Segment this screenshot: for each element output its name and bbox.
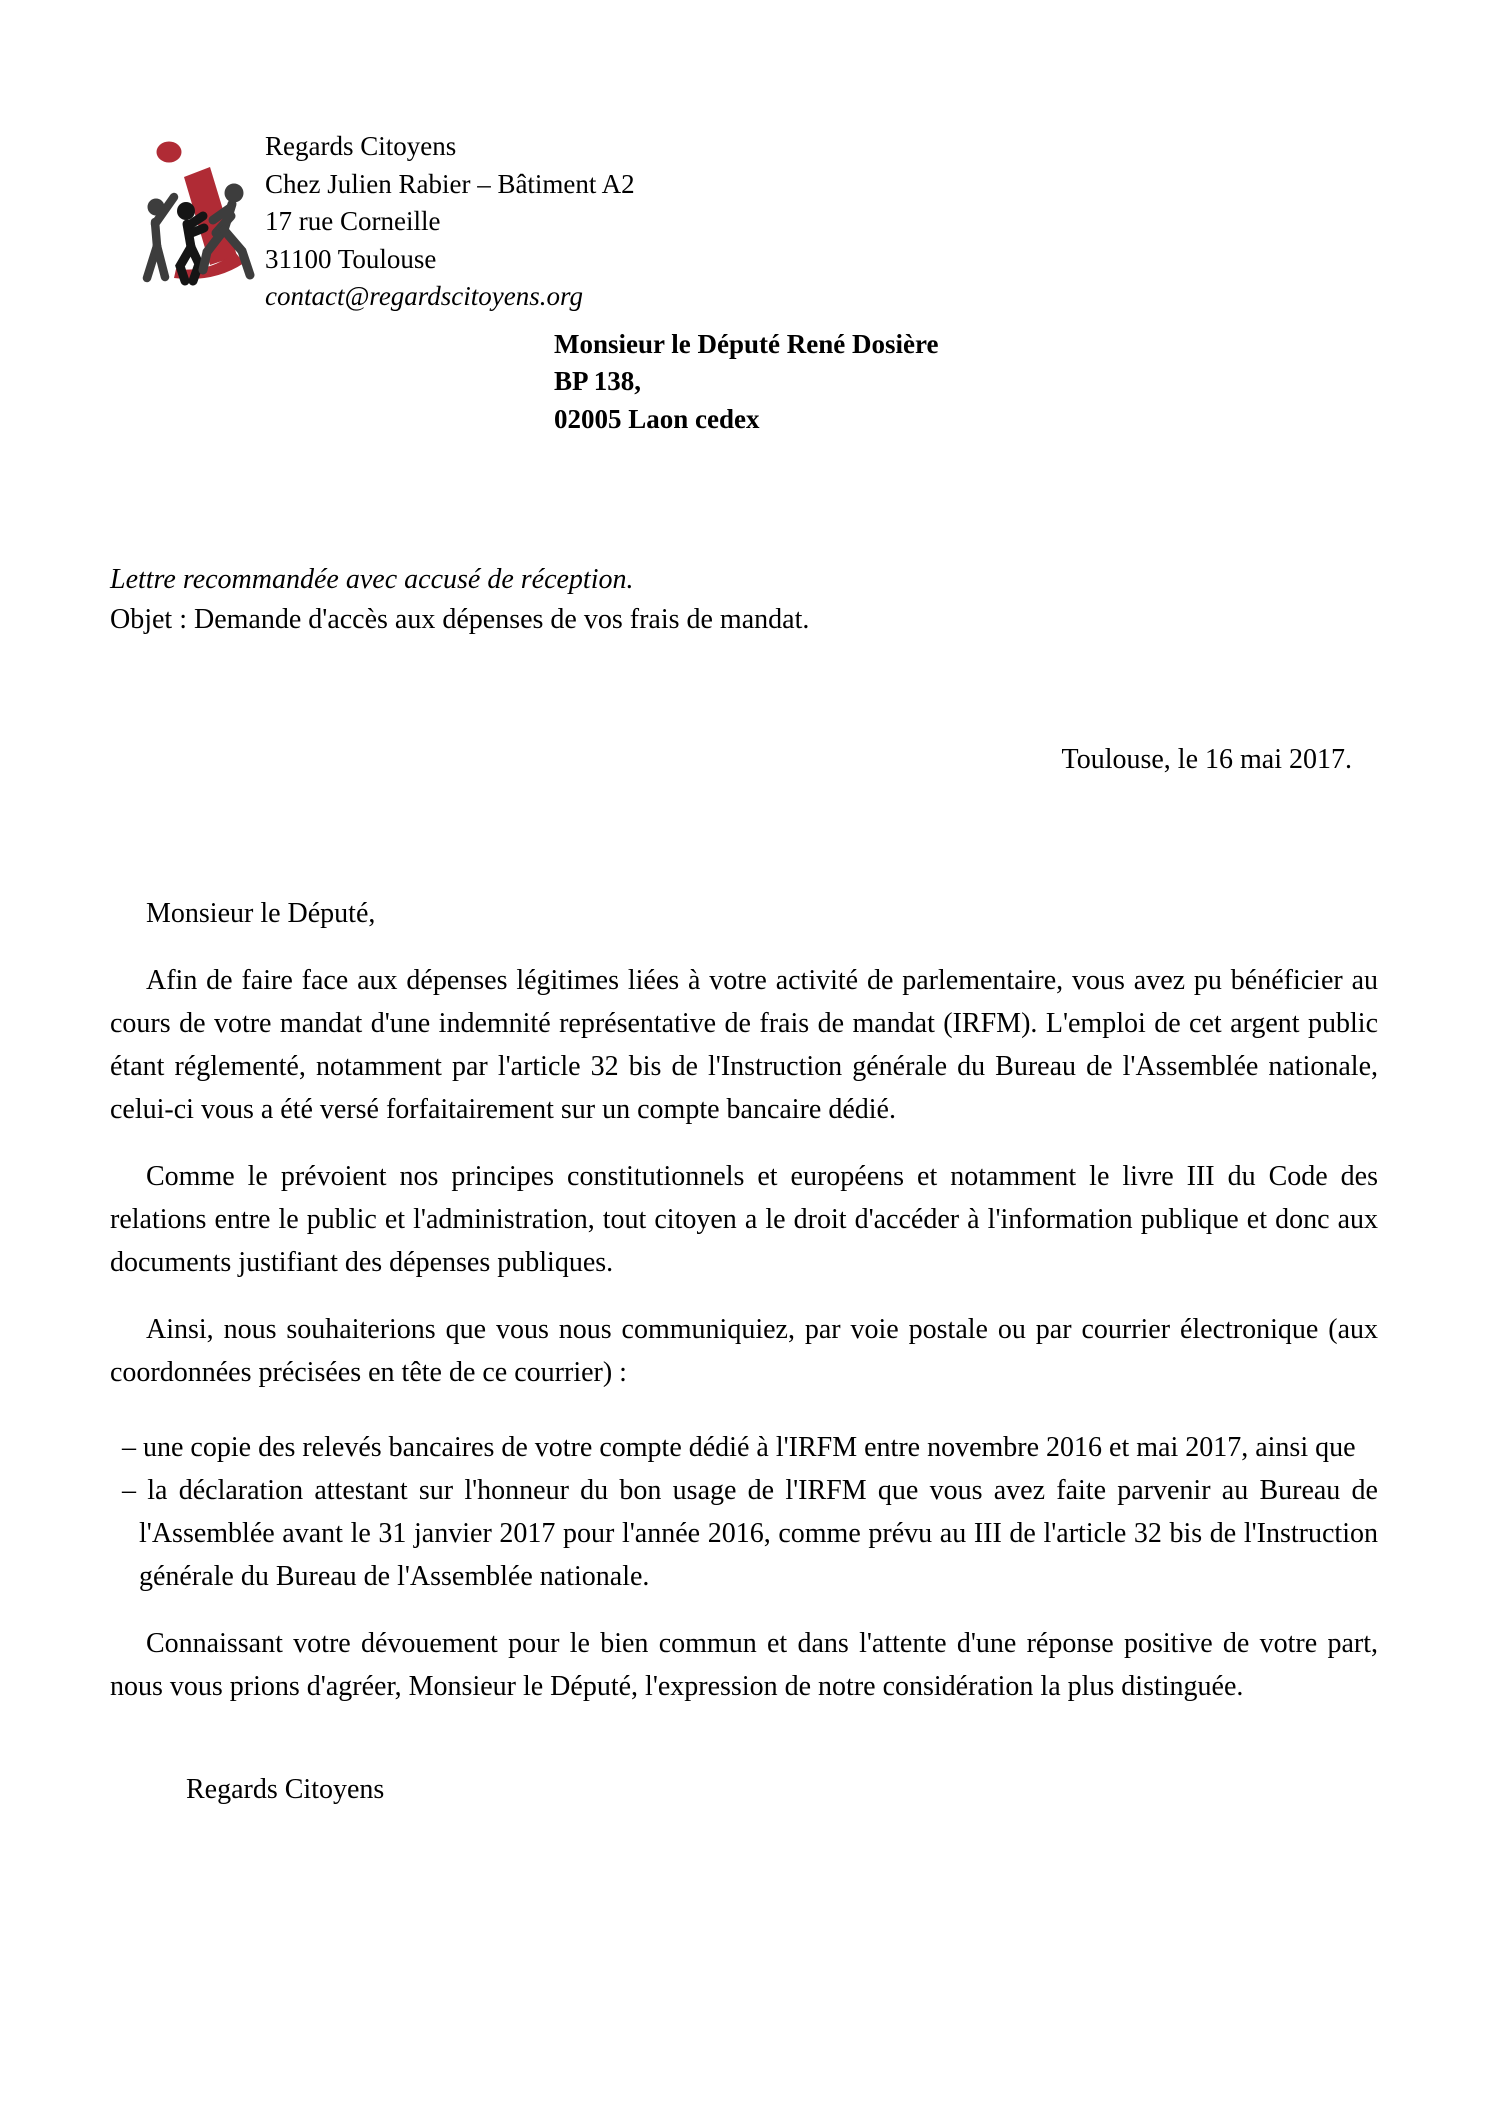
reference-block bbox=[110, 560, 1378, 640]
letter-header bbox=[110, 128, 1378, 316]
sender-org: Regards Citoyens bbox=[265, 131, 457, 161]
sender-address-line-2: 17 rue Corneille bbox=[265, 206, 441, 236]
date-line: Toulouse, le 16 mai 2017. bbox=[1061, 744, 1352, 775]
body-paragraph-3: Ainsi, nous souhaiterions que vous nous communiquiez, par voie postale ou par courrier électronique (aux coordonnées précisées en tête de ce courrier) : bbox=[110, 1314, 1378, 1388]
body-paragraph-1: Afin de faire face aux dépenses légitimes liées à votre activité de parlementaire, vous avez pu bénéficier au cours de votre mandat d'une indemnité représentative de frais de mandat (IRFM). L'emploi de cet argent public étant réglementé, notamment par l'article 32 bis de l'Instruction générale du Bureau de l'Assemblée nationale, celui-ci vous a été versé forfaitairement sur un compte bancaire dédié. bbox=[110, 965, 1378, 1125]
regards-citoyens-logo bbox=[140, 140, 255, 287]
registered-mail-notice: Lettre recommandée avec accusé de réception. bbox=[110, 564, 634, 595]
sender-address-block bbox=[265, 128, 635, 316]
subject-line: Objet : Demande d'accès aux dépenses de vos frais de mandat. bbox=[110, 604, 810, 635]
request-item-1: – une copie des relevés bancaires de votre compte dédié à l'IRFM entre novembre 2016 et mai 2017, ainsi que bbox=[122, 1432, 1356, 1463]
closing-paragraph: Connaissant votre dévouement pour le bien commun et dans l'attente d'une réponse positive de votre part, nous vous prions d'agréer, Monsieur le Député, l'expression de notre considération la plus distinguée. bbox=[110, 1628, 1378, 1702]
recipient-po-box: BP 138, bbox=[554, 366, 642, 396]
sender-email: contact@regardscitoyens.org bbox=[265, 281, 584, 311]
request-list bbox=[122, 1426, 1378, 1598]
signature: Regards Citoyens bbox=[186, 1774, 385, 1805]
salutation: Monsieur le Député, bbox=[146, 898, 376, 929]
recipient-name: Monsieur le Député René Dosière bbox=[554, 328, 939, 359]
body-paragraph-2: Comme le prévoient nos principes constitutionnels et européens et notamment le livre III du Code des relations entre le public et l'administration, tout citoyen a le droit d'accéder à l'information publique et donc aux documents justifiant des dépenses publiques. bbox=[110, 1161, 1378, 1278]
recipient-city: 02005 Laon cedex bbox=[554, 403, 760, 434]
sender-address-line-1: Chez Julien Rabier – Bâtiment A2 bbox=[265, 168, 635, 199]
request-item-2: – la déclaration attestant sur l'honneur du bon usage de l'IRFM que vous avez faite parvenir au Bureau de l'Assemblée avant le 31 janvier 2017 pour l'année 2016, comme prévu au III de l'article 32 bis de l'Instruction générale du Bureau de l'Assemblée nationale. bbox=[122, 1475, 1378, 1592]
recipient-address-block bbox=[554, 326, 1378, 439]
sender-address-line-3: 31100 Toulouse bbox=[265, 243, 437, 274]
